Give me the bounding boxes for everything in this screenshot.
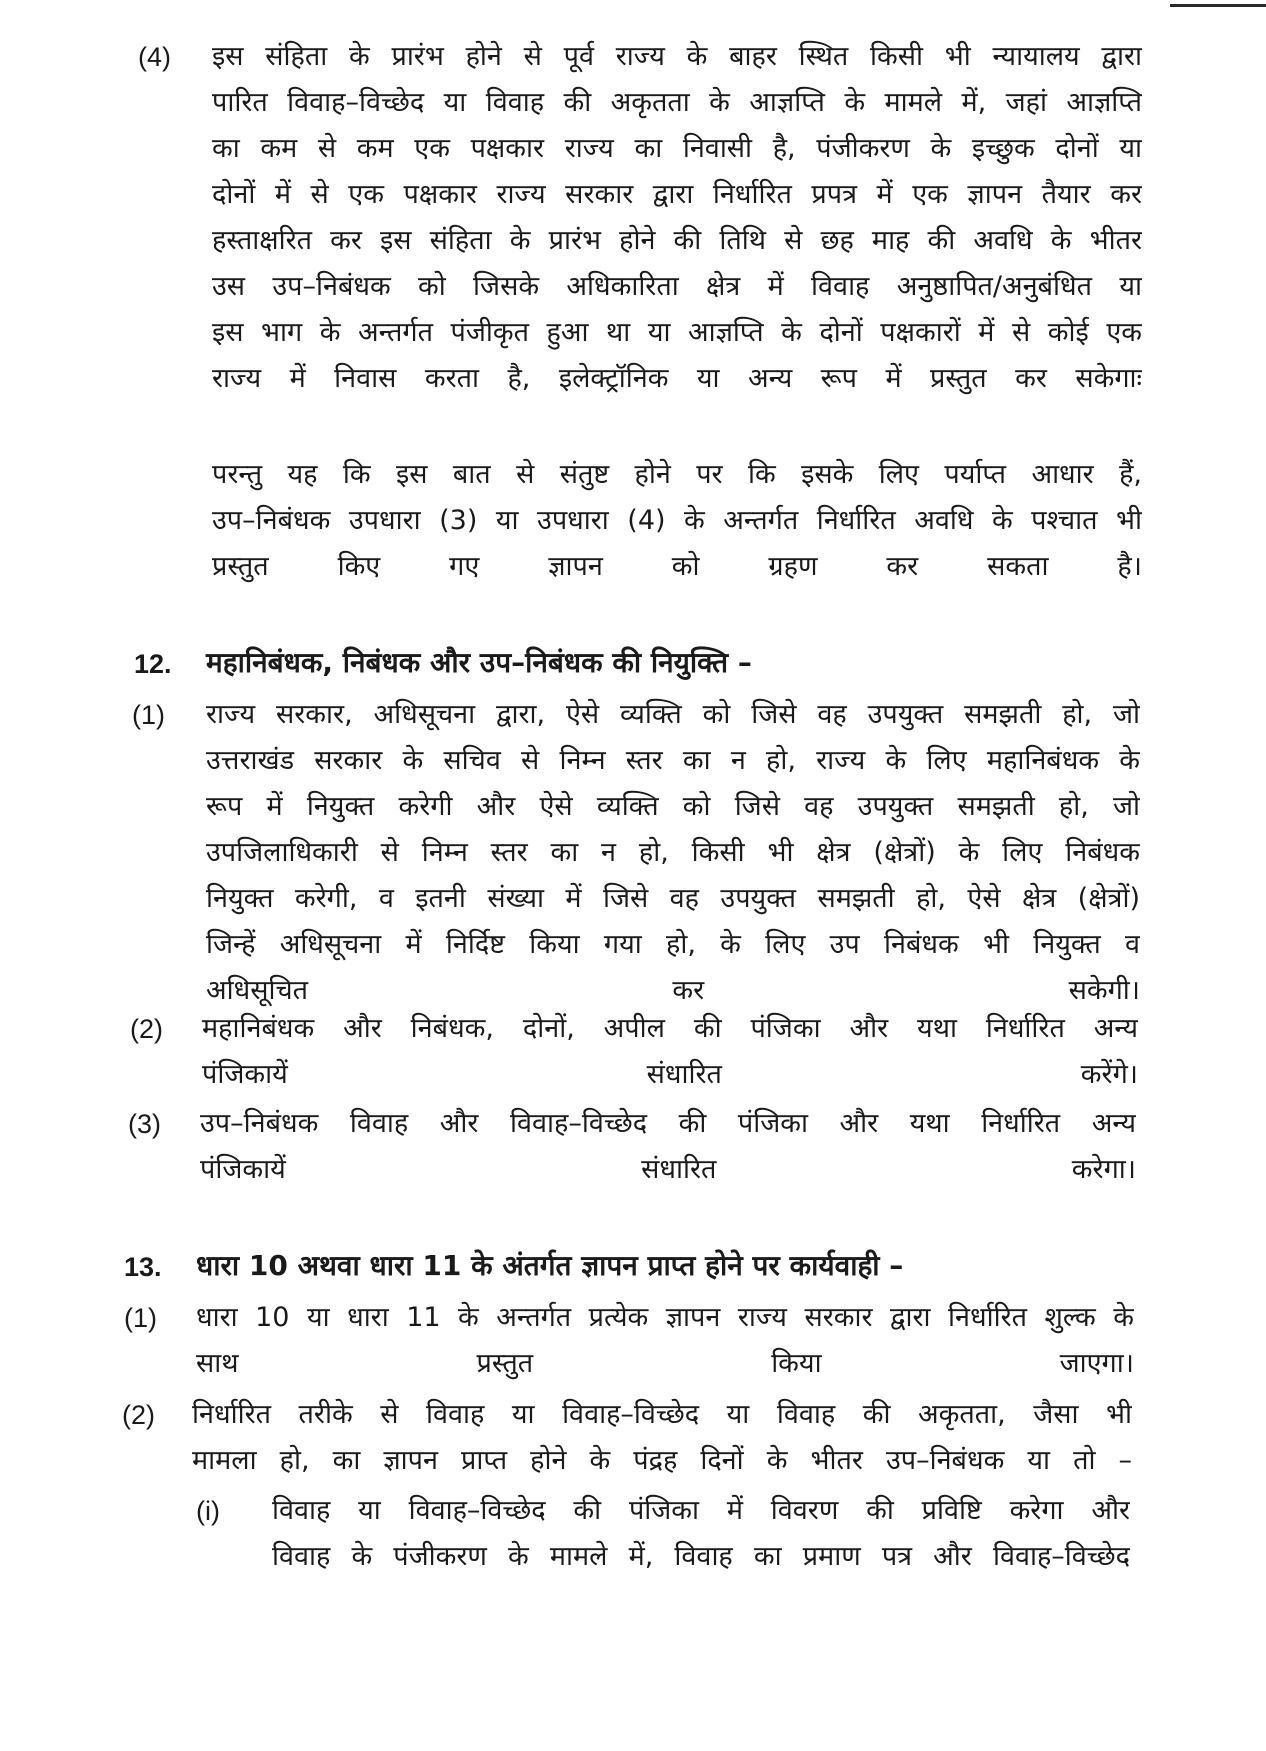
para-4-line: राज्य में निवास करता है, इलेक्ट्रॉनिक या अन्य रूप में प्रस्तुत कर सकेगाः xyxy=(212,363,1142,394)
item-line: उत्तराखंड सरकार के सचिव से निम्न स्तर का न हो, राज्य के लिए महानिबंधक के xyxy=(206,745,1140,776)
item-line: रूप में नियुक्त करेगी और ऐसे व्यक्ति को जिसे वह उपयुक्त समझती हो, जो xyxy=(206,791,1140,822)
item-line: विवाह के पंजीकरण के मामले में, विवाह का प्रमाण पत्र और विवाह–विच्छेद xyxy=(272,1541,1130,1572)
para-4-line: पारित विवाह–विच्छेद या विवाह की अकृतता के आज्ञप्ति के मामले में, जहां आज्ञप्ति xyxy=(212,87,1142,118)
sec13-item-i-text xyxy=(272,1488,1130,1580)
item-line: साथ प्रस्तुत किया जाएगा। xyxy=(196,1348,1134,1379)
proviso-line: प्रस्तुत किए गए ज्ञापन को ग्रहण कर सकता है। xyxy=(212,551,1142,582)
item-line: पंजिकायें संधारित करेंगे। xyxy=(202,1059,1138,1090)
para-4-text xyxy=(212,34,1142,402)
sec12-item-3-marker: (3) xyxy=(128,1109,161,1139)
item-line: राज्य सरकार, अधिसूचना द्वारा, ऐसे व्यक्ति को जिसे वह उपयुक्त समझती हो, जो xyxy=(206,699,1140,730)
section-12-title: महानिबंधक, निबंधक और उप–निबंधक की नियुक्ति – xyxy=(206,646,752,679)
proviso-line: परन्तु यह कि इस बात से संतुष्ट होने पर कि इसके लिए पर्याप्त आधार हैं, xyxy=(212,459,1142,490)
para-4-line: उस उप–निबंधक को जिसके अधिकारिता क्षेत्र में विवाह अनुष्ठापित/अनुबंधित या xyxy=(212,271,1142,302)
sec12-item-1-marker: (1) xyxy=(132,700,165,730)
item-line: महानिबंधक और निबंधक, दोनों, अपील की पंजिका और यथा निर्धारित अन्य xyxy=(202,1013,1138,1044)
item-line: निर्धारित तरीके से विवाह या विवाह–विच्छेद या विवाह की अकृतता, जैसा भी xyxy=(192,1399,1132,1430)
section-12-number: 12. xyxy=(134,649,172,679)
item-line: धारा 10 या धारा 11 के अन्तर्गत प्रत्येक ज्ञापन राज्य सरकार द्वारा निर्धारित शुल्क के xyxy=(196,1302,1134,1333)
section-13-title: धारा 10 अथवा धारा 11 के अंतर्गत ज्ञापन प्राप्त होने पर कार्यवाही – xyxy=(196,1249,904,1282)
item-line: उपजिलाधिकारी से निम्न स्तर का न हो, किसी भी क्षेत्र (क्षेत्रों) के लिए निबंधक xyxy=(206,837,1140,868)
para-4-proviso xyxy=(212,452,1142,590)
para-4-line: का कम से कम एक पक्षकार राज्य का निवासी है, पंजीकरण के इच्छुक दोनों या xyxy=(212,133,1142,164)
sec12-item-1-text xyxy=(206,692,1140,1014)
item-line: जिन्हें अधिसूचना में निर्दिष्ट किया गया हो, के लिए उप निबंधक भी नियुक्त व xyxy=(206,929,1140,960)
item-line: नियुक्त करेगी, व इतनी संख्या में जिसे वह उपयुक्त समझती हो, ऐसे क्षेत्र (क्षेत्रों) xyxy=(206,883,1140,914)
sec12-item-2-text xyxy=(202,1006,1138,1098)
item-line: मामला हो, का ज्ञापन प्राप्त होने के पंद्रह दिनों के भीतर उप–निबंधक या तो – xyxy=(192,1445,1132,1476)
item-line: उप–निबंधक विवाह और विवाह–विच्छेद की पंजिका और यथा निर्धारित अन्य xyxy=(200,1108,1136,1139)
sec13-item-1-marker: (1) xyxy=(124,1303,157,1333)
item-line: अधिसूचित कर सकेगी। xyxy=(206,975,1140,1006)
sec12-item-2-marker: (2) xyxy=(130,1014,163,1044)
para-4-marker: (4) xyxy=(138,42,171,72)
para-4-line: हस्ताक्षरित कर इस संहिता के प्रारंभ होने की तिथि से छह माह की अवधि के भीतर xyxy=(212,225,1142,256)
top-rule xyxy=(1170,4,1266,7)
sec13-item-2-marker: (2) xyxy=(122,1400,155,1430)
sec13-item-i-marker: (i) xyxy=(196,1496,220,1526)
proviso-line: उप–निबंधक उपधारा (3) या उपधारा (4) के अन्तर्गत निर्धारित अवधि के पश्चात भी xyxy=(212,505,1142,536)
para-4-line: दोनों में से एक पक्षकार राज्य सरकार द्वारा निर्धारित प्रपत्र में एक ज्ञापन तैयार कर xyxy=(212,179,1142,210)
section-13-number: 13. xyxy=(124,1252,162,1282)
sec13-item-1-text xyxy=(196,1295,1134,1387)
para-4-line: इस भाग के अन्तर्गत पंजीकृत हुआ था या आज्ञप्ति के दोनों पक्षकारों में से कोई एक xyxy=(212,317,1142,348)
para-4-line: इस संहिता के प्रारंभ होने से पूर्व राज्य के बाहर स्थित किसी भी न्यायालय द्वारा xyxy=(212,41,1142,72)
item-line: विवाह या विवाह–विच्छेद की पंजिका में विवरण की प्रविष्टि करेगा और xyxy=(272,1495,1130,1526)
sec13-item-2-text xyxy=(192,1392,1132,1484)
item-line: पंजिकायें संधारित करेगा। xyxy=(200,1154,1136,1185)
sec12-item-3-text xyxy=(200,1101,1136,1193)
